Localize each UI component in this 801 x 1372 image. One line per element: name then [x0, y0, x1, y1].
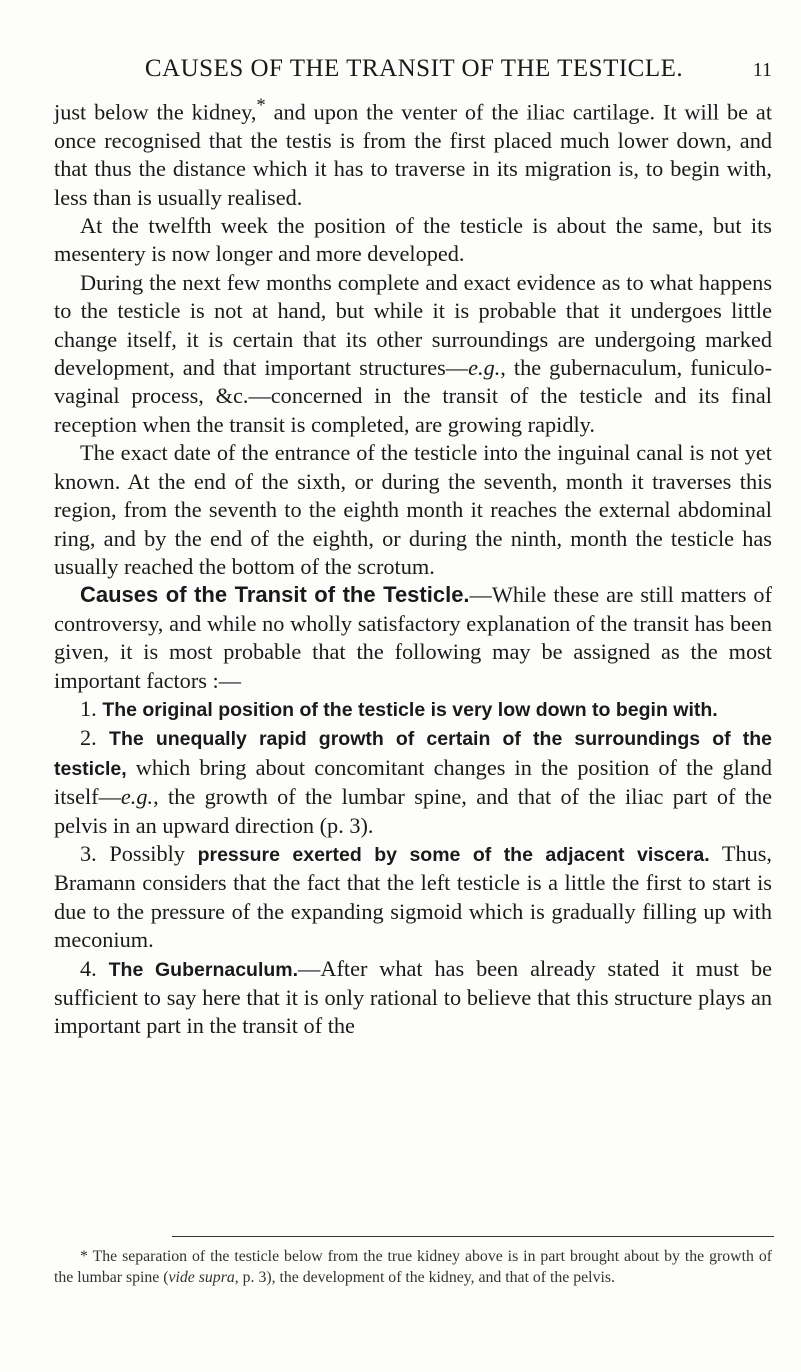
- paragraph-text: , the growth of the lumbar spine, and that of the iliac part of the pelvis in an upward direction (p. 3).: [54, 784, 772, 838]
- page-number: 11: [752, 59, 772, 81]
- paragraph-text: During the next few months complete and exact evidence as to what happens to the testicle is not at hand, but while it is probable that it undergoes little change itself, it is certain that its other surroundings are undergoing marked development, and that important structures—: [54, 269, 772, 381]
- paragraph-text: —After what has been already stated it must be sufficient to say here that it is only rational to believe that this structure plays an important part in the transit of the: [54, 955, 773, 1039]
- footnote: [54, 1247, 772, 1288]
- paragraph-text: Possibly: [109, 840, 198, 866]
- paragraph-causes: [54, 581, 772, 695]
- list-item-1: [54, 695, 772, 724]
- paragraph-next-months: [54, 269, 772, 439]
- running-head: CAUSES OF THE TRANSIT OF THE TESTICLE.: [144, 55, 684, 82]
- italic-abbreviation: e.g.: [468, 355, 501, 381]
- paragraph-kidney-position: [54, 92, 772, 212]
- list-item-heading: pressure exerted by some of the adjacent viscera.: [197, 843, 710, 866]
- paragraph-twelfth-week: At the twelfth week the position of the testicle is about the same, but its mesentery is now longer and more developed.: [54, 213, 772, 267]
- list-number: 4.: [80, 955, 97, 981]
- footnote-mark: *: [80, 1248, 88, 1265]
- section-heading: Causes of the Transit of the Testicle.: [80, 582, 470, 608]
- list-item-heading: The Gubernaculum.: [108, 958, 299, 981]
- footnote-text-part: The separation of the testicle below from the true kidney above is in part brought about by the growth of the lumbar spine (: [54, 1248, 772, 1286]
- page-header: [56, 52, 772, 86]
- paragraph-inguinal-canal: The exact date of the entrance of the testicle into the inguinal canal is not yet known. At the end of the sixth, or during the seventh, month it traverses this region, from the seventh to the eighth month it reaches the external abdominal ring, and by the end of the eighth, or during the ninth, month the testicle has usually reached the bottom of the scrotum.: [54, 440, 772, 579]
- paragraph-text: Thus, Bramann considers that the fact that the left testicle is a little the first to start is due to the pressure of the expanding sigmoid which is gradually filling up with meconium.: [54, 840, 773, 953]
- list-item-3: [54, 840, 772, 955]
- list-number: 2.: [80, 725, 97, 751]
- footnote-divider: [172, 1236, 774, 1237]
- list-item-2: [54, 724, 772, 840]
- footnote-text-part: , p. 3), the development of the kidney, and that of the pelvis.: [234, 1268, 615, 1286]
- paragraph-text: , the gubernaculum, funiculo-vaginal process, &c.—concerned in the transit of the testicle and its final reception when the transit is completed, are growing rapidly.: [54, 355, 772, 437]
- footnote-text: [54, 1247, 772, 1288]
- list-item-heading: The original position of the testicle is very low down to begin with.: [102, 698, 718, 721]
- paragraph-text: which bring about concomitant changes in the position of the gland itself—: [54, 754, 772, 810]
- italic-abbreviation: e.g.: [120, 784, 154, 810]
- footnote-reference: *: [256, 95, 266, 116]
- list-item-4: [54, 955, 772, 1041]
- paragraph-text: just below the kidney,: [54, 99, 257, 125]
- list-number: 1.: [80, 695, 97, 721]
- paragraph-text: —While these are still matters of controversy, and while no wholly satisfactory explanation of the transit has been given, it is most probable that the following may be assigned as the most important factors :—: [54, 582, 772, 693]
- footnote-italic: vide supra: [168, 1268, 235, 1286]
- paragraph-text: and upon the venter of the iliac cartilage. It will be at once recognised that the testis is from the first placed much lower down, and that thus the distance which it has to traverse in its migration is, to begin with, less than is usually realised.: [54, 99, 773, 210]
- list-item-heading: The unequally rapid growth of certain of the surroundings of the testicle,: [54, 728, 772, 780]
- body-text: [54, 92, 772, 1041]
- list-number: 3.: [80, 840, 97, 866]
